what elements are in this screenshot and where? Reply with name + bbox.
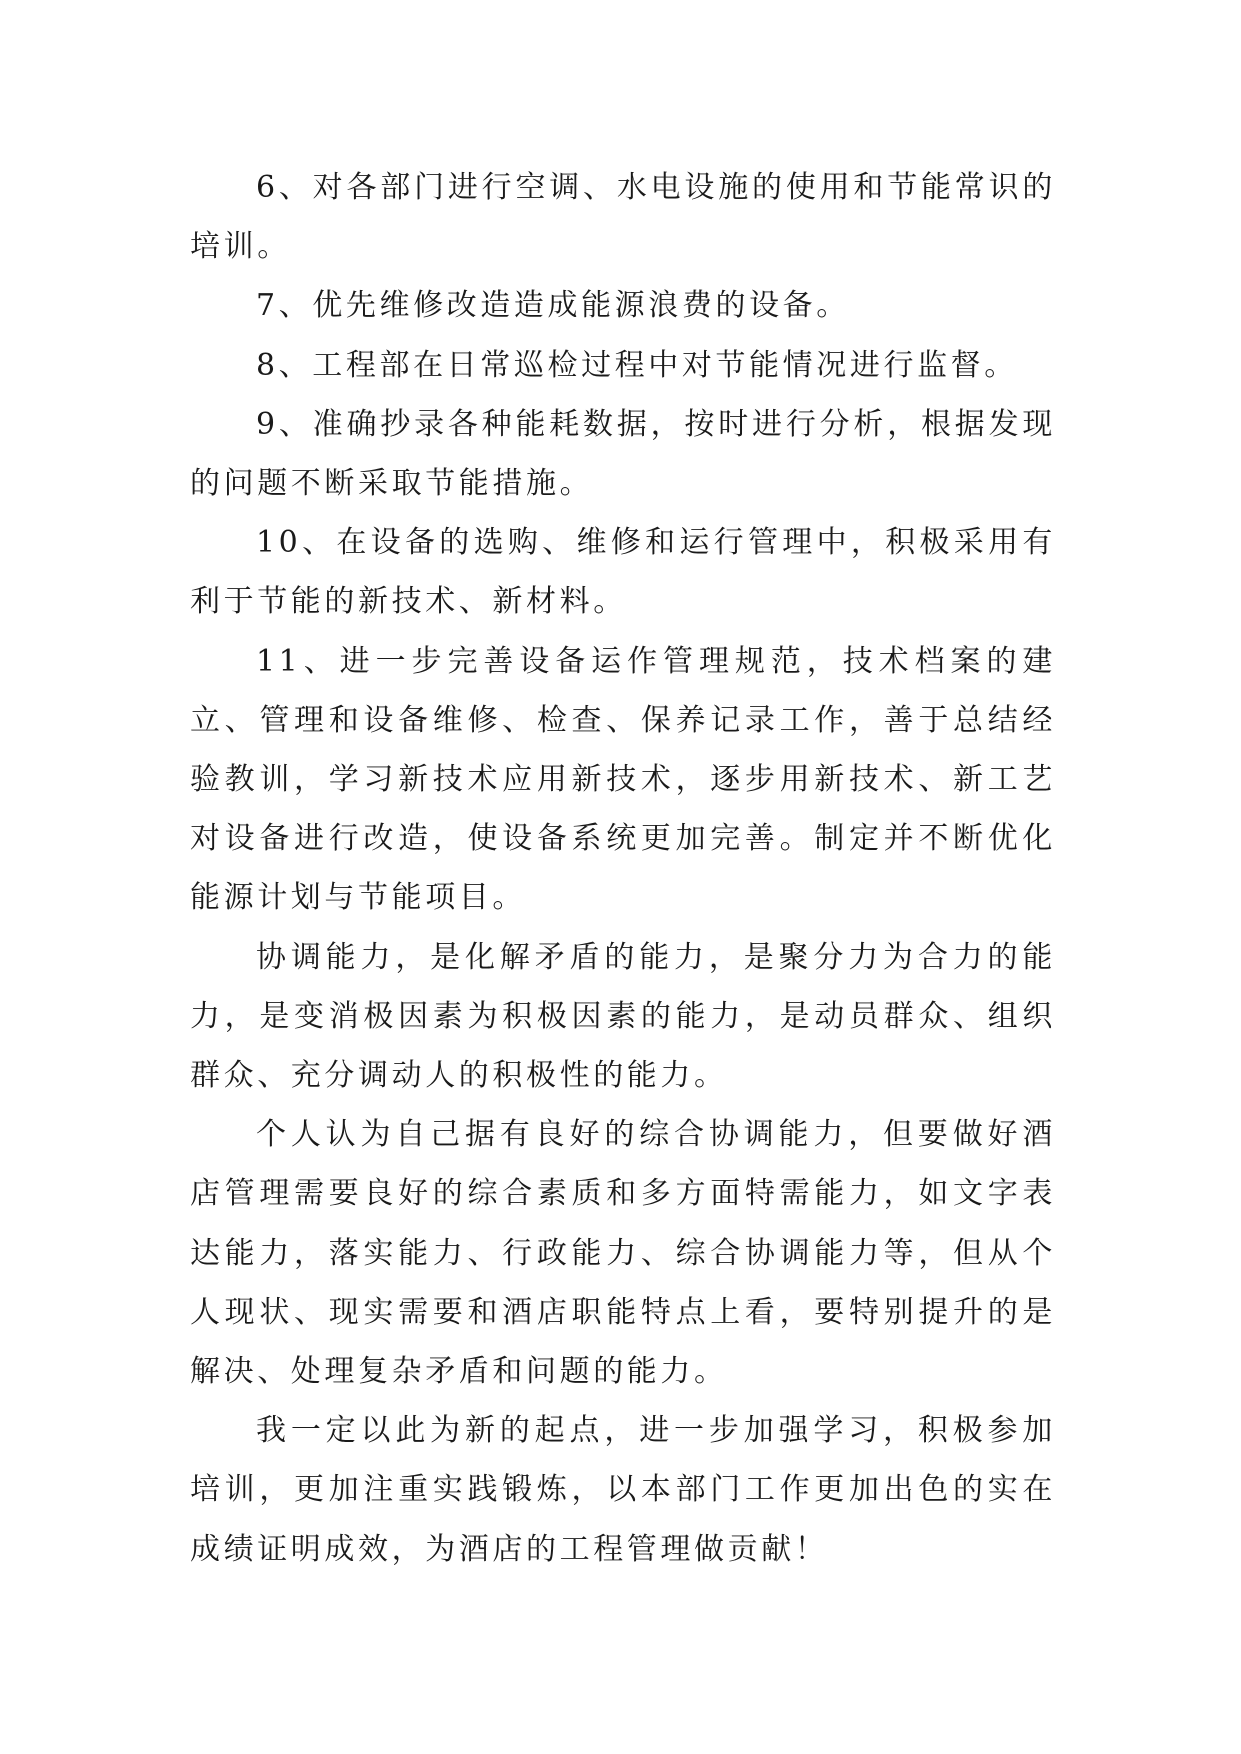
paragraph-conclusion: 我一定以此为新的起点，进一步加强学习，积极参加培训，更加注重实践锻炼，以本部门工作更加出色的实在成绩证明成效，为酒店的工程管理做贡献！ <box>190 1413 1056 1567</box>
paragraph-item-11: 11、进一步完善设备运作管理规范，技术档案的建立、管理和设备维修、检查、保养记录工作，善于总结经验教训，学习新技术应用新技术，逐步用新技术、新工艺对设备进行改造，使设备系统更加完善。制定并不断优化能源计划与节能项目。 <box>190 643 1056 916</box>
paragraph-item-9: 9、准确抄录各种能耗数据，按时进行分析，根据发现的问题不断采取节能措施。 <box>190 406 1056 502</box>
paragraph-item-10: 10、在设备的选购、维修和运行管理中，积极采用有利于节能的新技术、新材料。 <box>190 525 1056 620</box>
paragraph-item-8: 8、工程部在日常巡检过程中对节能情况进行监督。 <box>256 347 1018 383</box>
document-body <box>190 158 1056 1579</box>
paragraph-item-6: 6、对各部门进行空调、水电设施的使用和节能常识的培训。 <box>190 170 1056 265</box>
paragraph-self-assessment: 个人认为自己据有良好的综合协调能力，但要做好酒店管理需要良好的综合素质和多方面特需能力，如文字表达能力，落实能力、行政能力、综合协调能力等，但从个人现状、现实需要和酒店职能特点上看，要特别提升的是解决、处理复杂矛盾和问题的能力。 <box>190 1117 1056 1390</box>
paragraph-item-7: 7、优先维修改造造成能源浪费的设备。 <box>256 288 850 324</box>
paragraph-coordination: 协调能力，是化解矛盾的能力，是聚分力为合力的能力，是变消极因素为积极因素的能力，是动员群众、组织群众、充分调动人的积极性的能力。 <box>190 939 1056 1094</box>
